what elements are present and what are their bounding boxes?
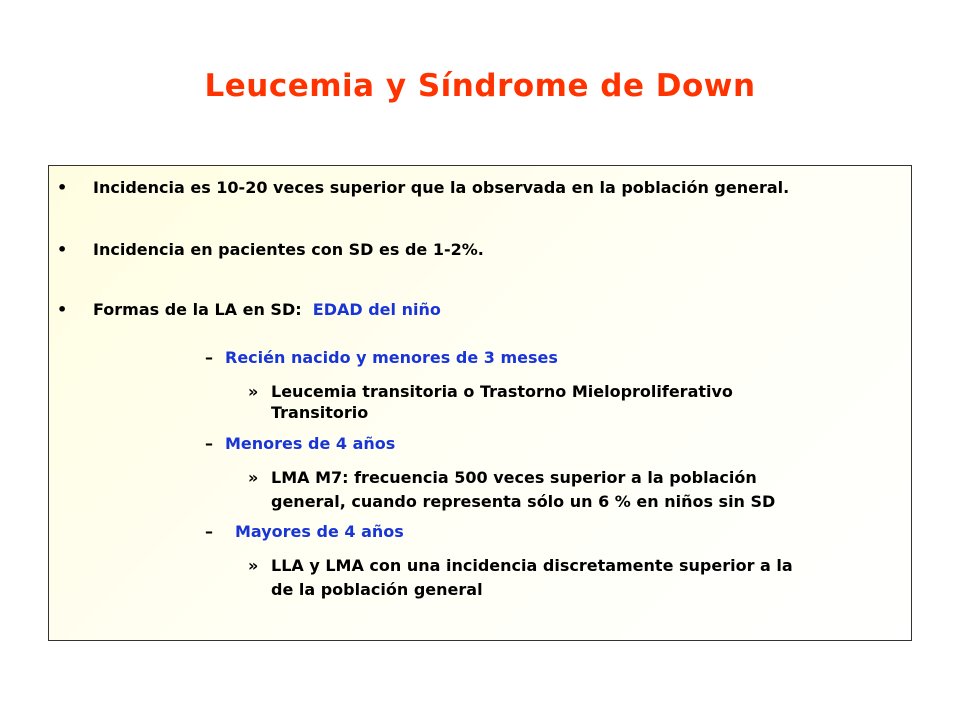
detail-line: general, cuando representa sólo un 6 % en niños sin SD — [271, 492, 776, 511]
detail-line: Leucemia transitoria o Trastorno Mieloproliferativo — [271, 382, 733, 401]
detail-line: Transitorio — [271, 403, 369, 422]
bullet-marker: • — [57, 300, 68, 319]
bullet-marker: • — [57, 178, 68, 197]
dash-marker: – — [205, 434, 213, 453]
detail-line: de la población general — [271, 580, 483, 599]
detail-line: LLA y LMA con una incidencia discretamente superior a la — [271, 556, 793, 575]
group-label-under-4: Menores de 4 años — [225, 434, 396, 453]
detail-marker: » — [248, 556, 259, 575]
bullet-forms-la — [93, 298, 441, 322]
dash-marker: – — [205, 522, 213, 541]
slide-title: Leucemia y Síndrome de Down — [204, 68, 756, 104]
forms-highlight: EDAD del niño — [312, 300, 441, 319]
forms-prefix: Formas de la LA en SD: — [93, 300, 302, 319]
bullet-incidence-sd: Incidencia en pacientes con SD es de 1-2%. — [93, 240, 484, 259]
group-label-over-4: Mayores de 4 años — [235, 522, 404, 541]
dash-marker: – — [205, 348, 213, 367]
detail-line: LMA M7: frecuencia 500 veces superior a la población — [271, 468, 757, 487]
bullet-marker: • — [57, 240, 68, 259]
detail-marker: » — [248, 382, 259, 401]
bullet-incidence-general: Incidencia es 10-20 veces superior que la observada en la población general. — [93, 178, 790, 197]
detail-marker: » — [248, 468, 259, 487]
group-label-newborn: Recién nacido y menores de 3 meses — [225, 348, 558, 367]
